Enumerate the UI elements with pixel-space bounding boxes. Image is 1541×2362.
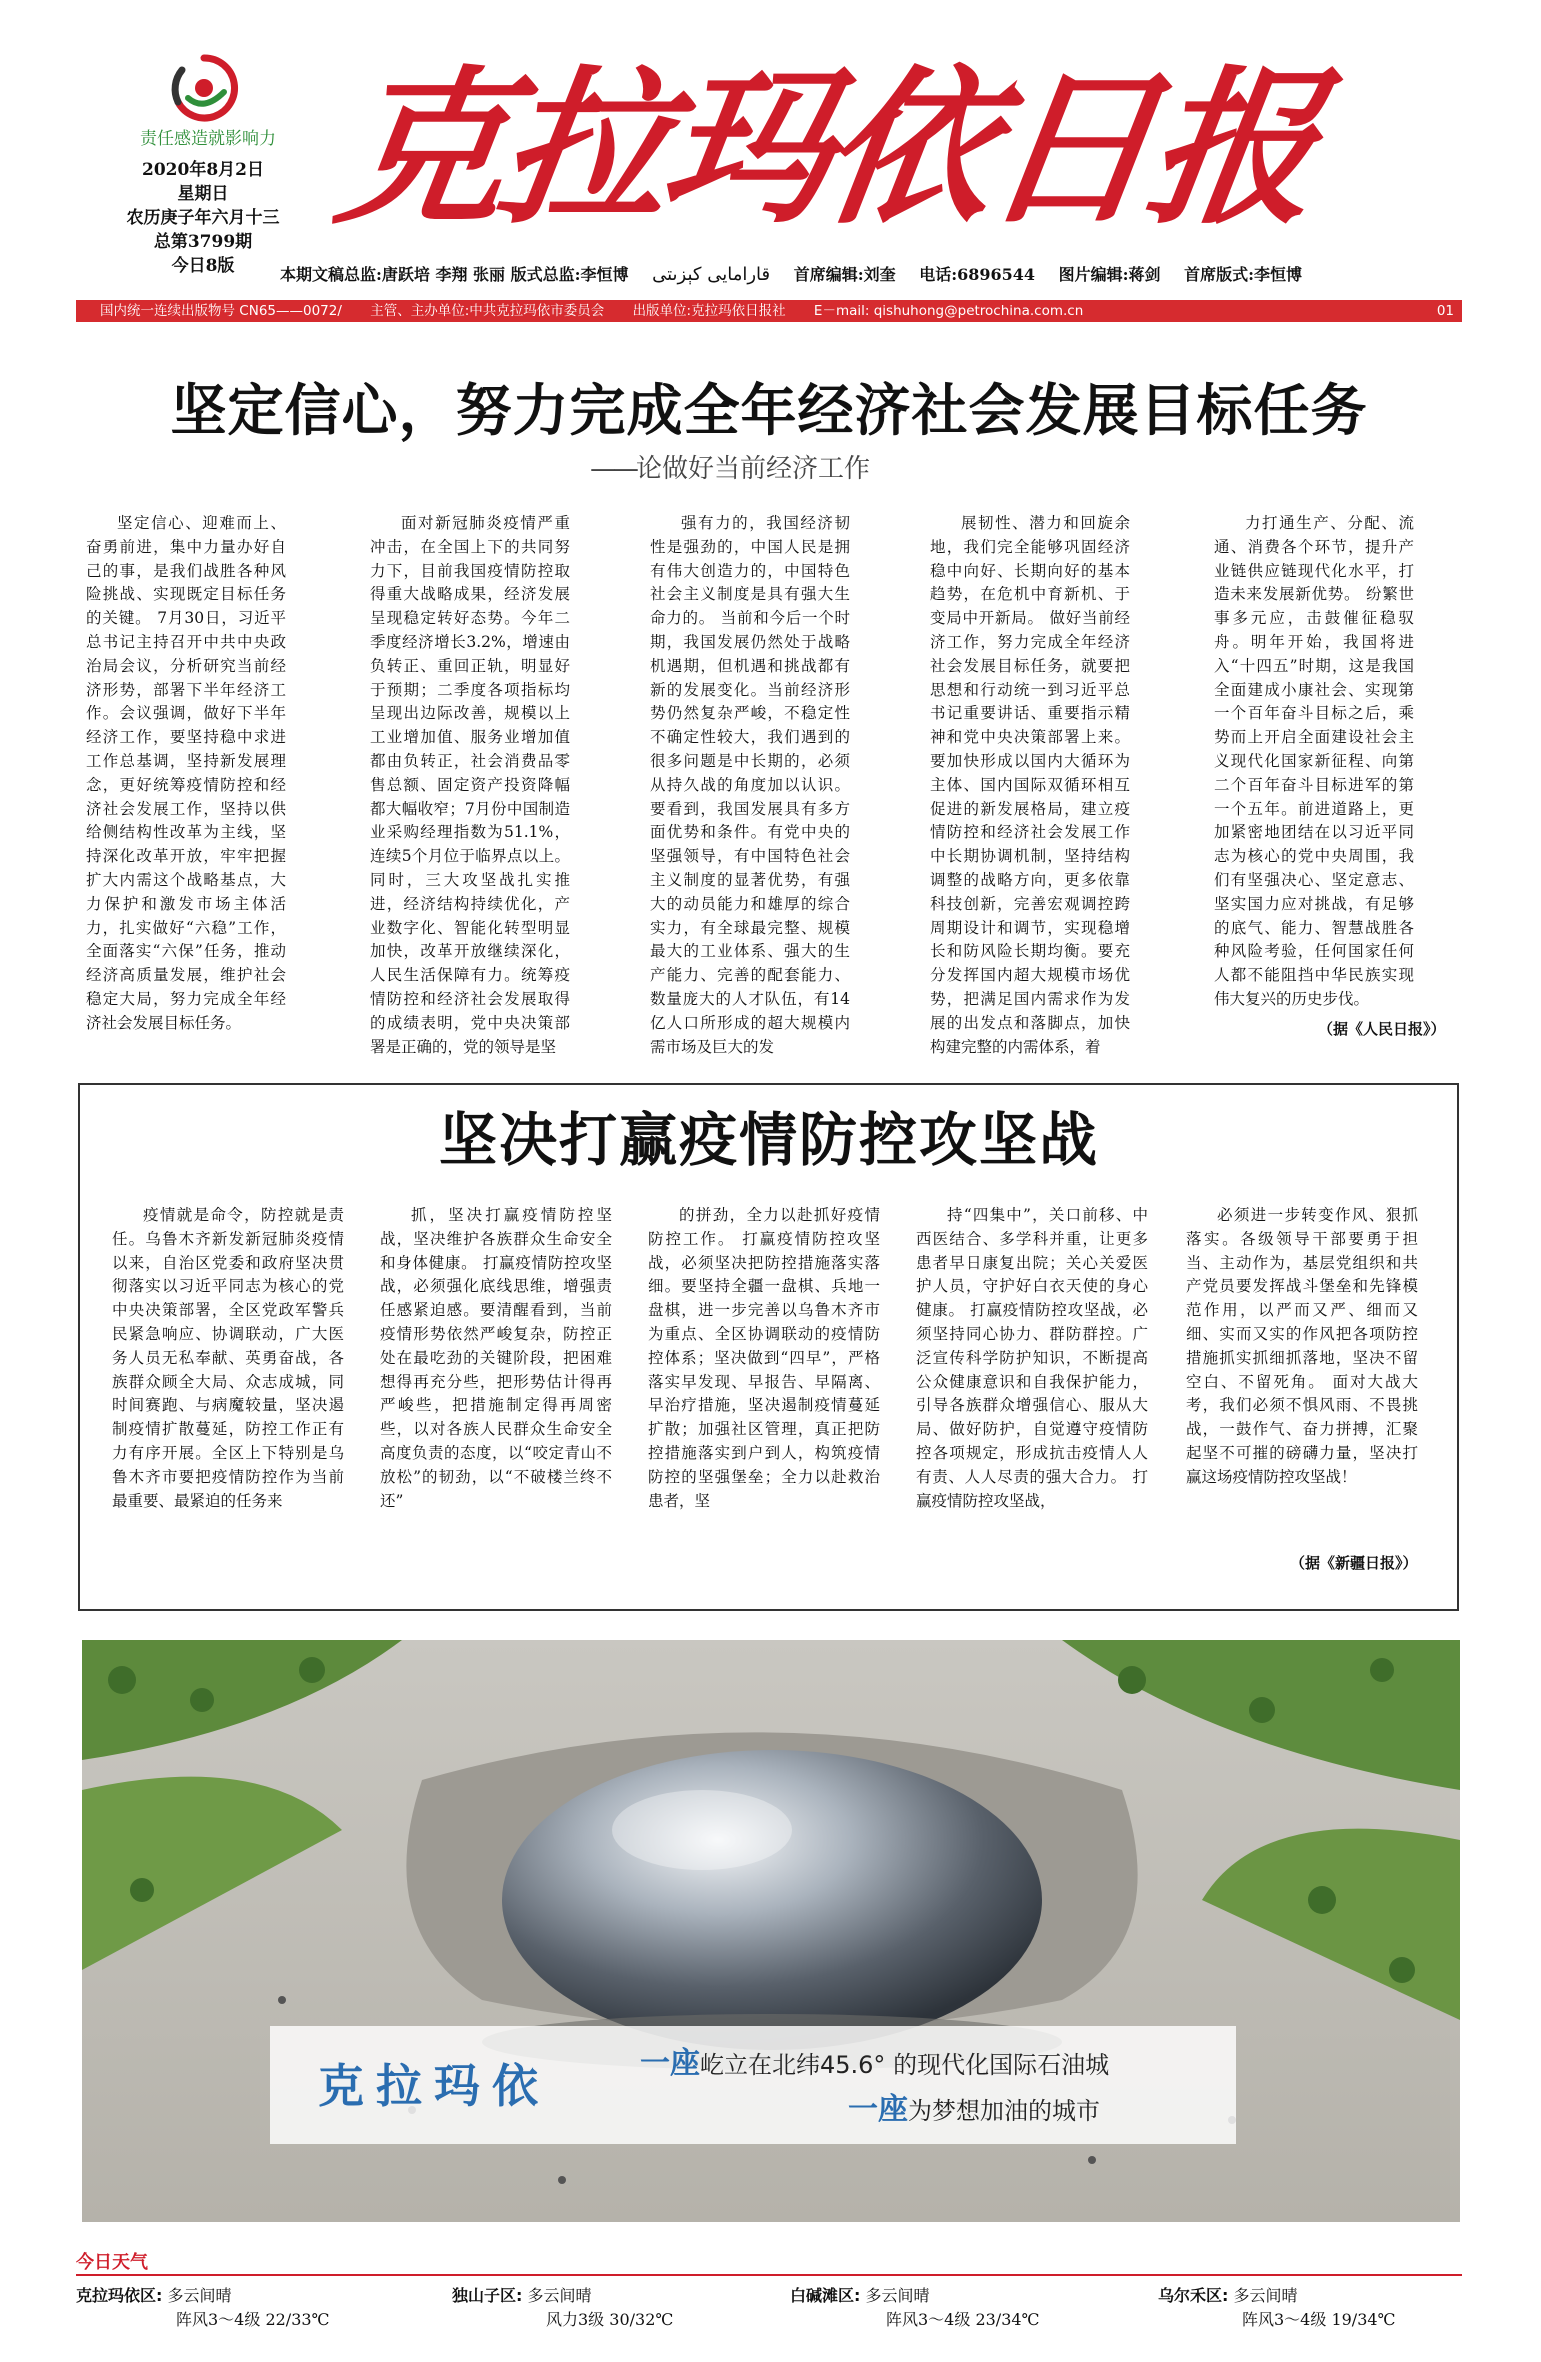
- article2-column-4: 持“四集中”，关口前移、中西医结合、多学科并重，让更多患者早日康复出院；关心关爱医护人员，守护好白衣天使的身心健康。 打赢疫情防控攻坚战，必须坚持同心协力、群防群控。广泛宣传科学防护知识，不断提高公众健康意识和自我保护能力，引导各族群众增强信心、服从大局、做好防护，自觉遵守疫情防控各项规定，形成抗击疫情人人有责、人人尽责的强大合力。 打赢疫情防控攻坚战，: [916, 1206, 1148, 1510]
- weather-divider: [76, 2274, 1462, 2276]
- weather-title: 今日天气: [76, 2252, 148, 2273]
- page-count: 今日8版: [171, 256, 235, 276]
- weather-district: 白碱滩区:: [790, 2286, 861, 2305]
- publisher: 出版单位:克拉玛依日报社: [632, 303, 786, 319]
- publication-info-bar: [76, 300, 1462, 322]
- article1-column-3: 强有力的，我国经济韧性是强劲的，中国人民是拥有伟大创造力的，中国特色社会主义制度是具有强大生命力的。 当前和今后一个时期，我国发展仍然处于战略机遇期，但机遇和挑战都有新的发展变化。当前经济形势仍然复杂严峻，不稳定性不确定性较大，我们遇到的很多问题是中长期的，必须从持久战的角度加以认识。要看到，我国发展具有多方面优势和条件。有党中央的坚强领导，有中国特色社会主义制度的显著优势，有强大的动员能力和雄厚的综合实力，有全球最完整、规模最大的工业体系、强大的生产能力、完善的配套能力、数量庞大的人才队伍，有14亿人口所形成的超大规模内需市场及巨大的发: [650, 514, 850, 1056]
- host-unit: 主管、主办单位:中共克拉玛依市委员会: [370, 303, 605, 319]
- article2-column-5: 必须进一步转变作风、狠抓落实。各级领导干部要勇于担当、主动作为，基层党组织和共产党员要发挥战斗堡垒和先锋模范作用，以严而又严、细而又细、实而又实的作风把各项防控措施抓实抓细抓落地，坚决不留空白、不留死角。 面对大战大考，我们必须不惧风雨、不畏挑战，一鼓作气、奋力拼搏，汇聚起坚不可摧的磅礴力量，坚决打赢这场疫情防控攻坚战！: [1186, 1206, 1418, 1486]
- photo-caption-city: 克拉玛依: [318, 2059, 550, 2113]
- staff-layout: 首席版式:李恒博: [1184, 265, 1303, 284]
- article1-headline: 坚定信心，努力完成全年经济社会发展目标任务: [170, 379, 1368, 444]
- photo-caption-line-2: [848, 2084, 1100, 2128]
- uyghur-title: قارامايى كېزىتى: [652, 264, 771, 285]
- weather-condition: 多云间晴: [865, 2286, 930, 2305]
- weather-item: [452, 2284, 782, 2332]
- issn: 国内统一连续出版物号 CN65——0072/: [100, 303, 342, 319]
- article1-column-1: 坚定信心、迎难而上、奋勇前进，集中力量办好自己的事，是我们战胜各种风险挑战、实现既定目标任务的关键。 7月30日，习近平总书记主持召开中共中央政治局会议，分析研究当前经济形势，部署下半年经济工作。会议强调，做好下半年经济工作，要坚持稳中求进工作总基调，坚持新发展理念，更好统筹疫情防控和经济社会发展工作，坚持以供给侧结构性改革为主线，坚持深化改革开放，牢牢把握扩大内需这个战略基点，大力保护和激发市场主体活力，扎实做好“六稳”工作，全面落实“六保”任务，推动经济高质量发展，维护社会稳定大局，努力完成全年经济社会发展目标任务。: [86, 514, 286, 1032]
- caption-text-1: 屹立在北纬45.6° 的现代化国际石油城: [700, 2051, 1110, 2079]
- issue-number: 总第3799期: [153, 232, 253, 252]
- newspaper-title: 克拉玛依日报: [326, 49, 1326, 247]
- weather-item: [76, 2284, 406, 2332]
- subtitle-dash: ——: [590, 454, 636, 484]
- weather-item: [790, 2284, 1120, 2332]
- date-block: [118, 158, 288, 278]
- weather-detail: 阵风3～4级 22/33℃: [176, 2310, 330, 2329]
- weather-district: 乌尔禾区:: [1158, 2286, 1229, 2305]
- staff-phone: 电话:6896544: [919, 265, 1036, 284]
- newspaper-logo-icon: [168, 52, 240, 124]
- staff-chief-editor: 首席编辑:刘奎: [793, 265, 896, 284]
- weather-detail: 风力3级 30/32℃: [546, 2310, 674, 2329]
- article1-column-5: 力打通生产、分配、流通、消费各个环节，提升产业链供应链现代化水平，打造未来发展新优势。 纷繁世事多元应，击鼓催征稳驭舟。明年开始，我国将进入“十四五”时期，这是我国全面建成小康社会、实现第一个百年奋斗目标之后，乘势而上开启全面建设社会主义现代化国家新征程、向第二个百年奋斗目标进军的第一个五年。前进道路上，更加紧密地团结在以习近平同志为核心的党中央周围，我们有坚强决心、坚定意志、坚实国力应对挑战，有足够的底气、能力、智慧战胜各种风险考验，任何国家任何人都不能阻挡中华民族实现伟大复兴的历史步伐。: [1214, 514, 1414, 1008]
- article2-credit: （据《新疆日报》）: [1290, 1554, 1418, 1572]
- photo-caption-line-1: [640, 2038, 1109, 2082]
- article2-column-2: 抓，坚决打赢疫情防控坚战，坚决维护各族群众生命安全和身体健康。 打赢疫情防控攻坚战，必须强化底线思维，增强责任感紧迫感。要清醒看到，当前疫情形势依然严峻复杂，防控正处在最吃劲的关键阶段，把困难想得再充分些，把形势估计得再严峻些，把措施制定得再周密些，以对各族人民群众生命安全高度负责的态度，以“咬定青山不放松”的韧劲，以“不破楼兰终不还”: [380, 1206, 612, 1510]
- caption-lead-2: 一座: [848, 2092, 908, 2127]
- article1-credit: （据《人民日报》）: [1318, 1020, 1446, 1038]
- weather-detail: 阵风3～4级 23/34℃: [886, 2310, 1040, 2329]
- page-number: 01: [1436, 303, 1454, 319]
- weather-condition: 多云间晴: [1233, 2286, 1298, 2305]
- article2-headline: 坚决打赢疫情防控攻坚战: [438, 1106, 1099, 1174]
- weekday: 星期日: [177, 184, 229, 204]
- article1-column-2: 面对新冠肺炎疫情严重冲击，在全国上下的共同努力下，目前我国疫情防控取得重大战略成果，经济发展呈现稳定转好态势。今年二季度经济增长3.2%，增速由负转正、重回正轨，明显好于预期；二季度各项指标均呈现出边际改善，规模以上工业增加值、服务业增加值都由负转正，社会消费品零售总额、固定资产投资降幅都大幅收窄；7月份中国制造业采购经理指数为51.1%，连续5个月位于临界点以上。同时，三大攻坚战扎实推进，经济结构持续优化，产业数字化、智能化转型明显加快，改革开放继续深化，人民生活保障有力。统筹疫情防控和经济社会发展取得的成绩表明，党中央决策部署是正确的，党的领导是坚: [370, 514, 570, 1056]
- staff-line: [280, 262, 1480, 288]
- lunar-date: 农历庚子年六月十三: [126, 208, 280, 228]
- subtitle-text: 论做好当前经济工作: [636, 454, 871, 484]
- staff-supervisor: 本期文稿总监:唐跃培 李翔 张丽 版式总监:李恒博: [280, 265, 629, 284]
- weather-district: 克拉玛依区:: [76, 2286, 163, 2305]
- logo-slogan: 责任感造就影响力: [140, 129, 276, 149]
- staff-photo-editor: 图片编辑:蒋剑: [1058, 265, 1161, 284]
- article1-subtitle: [590, 452, 990, 486]
- weather-condition: 多云间晴: [167, 2286, 232, 2305]
- weather-condition: 多云间晴: [527, 2286, 592, 2305]
- issue-date: 2020年8月2日: [142, 160, 264, 180]
- caption-lead-1: 一座: [640, 2046, 700, 2081]
- weather-district: 独山子区:: [452, 2286, 523, 2305]
- caption-text-2: 为梦想加油的城市: [908, 2097, 1100, 2125]
- weather-item: [1158, 2284, 1488, 2332]
- article2-column-3: 的拼劲，全力以赴抓好疫情防控工作。 打赢疫情防控攻坚战，必须坚决把防控措施落实落细。要坚持全疆一盘棋、兵地一盘棋，进一步完善以乌鲁木齐市为重点、全区协调联动的疫情防控体系；坚决做到“四早”，严格落实早发现、早报告、早隔离、早治疗措施，坚决遏制疫情蔓延扩散；加强社区管理，真正把防控措施落实到户到人，构筑疫情防控的坚强堡垒；全力以赴救治患者，坚: [648, 1206, 880, 1510]
- email: E－mail: qishuhong@petrochina.com.cn: [813, 303, 1084, 319]
- article2-column-1: 疫情就是命令，防控就是责任。乌鲁木齐新发新冠肺炎疫情以来，自治区党委和政府坚决贯彻落实以习近平同志为核心的党中央决策部署，全区党政军警兵民紧急响应、协调联动，广大医务人员无私奉献、英勇奋战，各族群众顾全大局、众志成城，同时间赛跑、与病魔较量，坚决遏制疫情扩散蔓延，防控工作正有力有序开展。全区上下特别是乌鲁木齐市要把疫情防控作为当前最重要、最紧迫的任务来: [112, 1206, 344, 1510]
- weather-detail: 阵风3～4级 19/34℃: [1242, 2310, 1396, 2329]
- article1-column-4: 展韧性、潜力和回旋余地，我们完全能够巩固经济稳中向好、长期向好的基本趋势，在危机中育新机、于变局中开新局。 做好当前经济工作，努力完成全年经济社会发展目标任务，就要把思想和行动统一到习近平总书记重要讲话、重要指示精神和党中央决策部署上来。要加快形成以国内大循环为主体、国内国际双循环相互促进的新发展格局，建立疫情防控和经济社会发展工作中长期协调机制，坚持结构调整的战略方向，更多依靠科技创新，完善宏观调控跨周期设计和调节，实现稳增长和防风险长期均衡。要充分发挥国内超大规模市场优势，把满足国内需求作为发展的出发点和落脚点，加快构建完整的内需体系，着: [930, 514, 1130, 1056]
